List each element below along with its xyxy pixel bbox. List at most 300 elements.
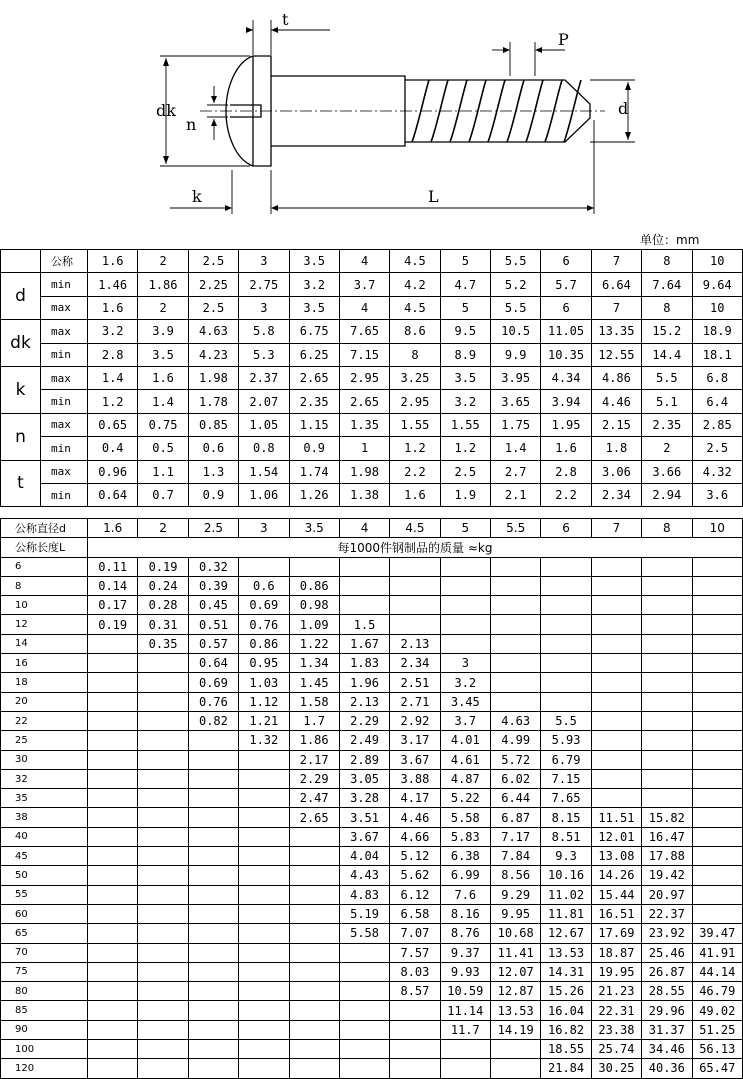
mass-value: [289, 1040, 339, 1059]
mass-value: [188, 1040, 238, 1059]
mass-value: 10.16: [541, 866, 591, 885]
mass-value: [289, 904, 339, 923]
dimension-value: 1.98: [188, 366, 238, 389]
mass-value: 11.81: [541, 904, 591, 923]
mass-value: [591, 673, 641, 692]
nominal-length: 75: [1, 962, 88, 981]
mass-value: 21.84: [541, 1059, 591, 1078]
mass-value: [591, 711, 641, 730]
mass-value: [692, 885, 743, 904]
mass-value: 3.28: [339, 789, 389, 808]
dimension-value: 1.9: [440, 483, 490, 506]
nominal-length: 55: [1, 885, 88, 904]
dimension-value: 2.5: [440, 460, 490, 483]
mass-value: [138, 731, 188, 750]
dimension-value: 3.6: [692, 483, 743, 506]
dimension-value: 5: [440, 296, 490, 319]
dimension-value: 1.4: [138, 390, 188, 413]
dimension-value: 1.05: [239, 413, 289, 436]
mass-value: 3.17: [390, 731, 440, 750]
dimension-value: 2.85: [692, 413, 743, 436]
nominal-size: 4.5: [390, 250, 440, 273]
parameter-symbol: t: [1, 460, 41, 507]
nominal-size: 7: [591, 250, 641, 273]
mass-value: [88, 769, 138, 788]
dimension-value: 3.66: [642, 460, 692, 483]
mass-value: 21.23: [591, 982, 641, 1001]
mass-value: 5.93: [541, 731, 591, 750]
dimension-value: 1.78: [188, 390, 238, 413]
mass-value: 2.92: [390, 711, 440, 730]
dimension-value: 2.8: [88, 343, 138, 366]
dimension-value: 1.1: [138, 460, 188, 483]
mass-value: 2.13: [390, 634, 440, 653]
nominal-length: 45: [1, 847, 88, 866]
dimension-value: 8.6: [390, 320, 440, 343]
mass-value: [692, 692, 743, 711]
mass-value: 0.45: [188, 596, 238, 615]
dimension-value: 10.35: [541, 343, 591, 366]
mass-value: 15.82: [642, 808, 692, 827]
mass-value: [541, 634, 591, 653]
mass-value: [390, 615, 440, 634]
mass-value: [591, 557, 641, 576]
limit-label: max: [41, 460, 88, 483]
dimension-value: 1.86: [138, 273, 188, 296]
dimension-value: 2.07: [239, 390, 289, 413]
nominal-length: 80: [1, 982, 88, 1001]
mass-value: 56.13: [692, 1040, 743, 1059]
nominal-diameter: 3: [239, 519, 289, 538]
mass-value: [541, 692, 591, 711]
mass-value: 25.74: [591, 1040, 641, 1059]
mass-value: 2.71: [390, 692, 440, 711]
nominal-length: 85: [1, 1001, 88, 1020]
nominal-length: 30: [1, 750, 88, 769]
mass-value: 0.98: [289, 596, 339, 615]
mass-value: 4.04: [339, 847, 389, 866]
mass-value: [188, 866, 238, 885]
mass-value: 14.31: [541, 962, 591, 981]
nominal-diameter: 4.5: [390, 519, 440, 538]
mass-value: [339, 596, 389, 615]
nominal-length: 12: [1, 615, 88, 634]
mass-value: [692, 789, 743, 808]
mass-value: 26.87: [642, 962, 692, 981]
dimension-value: 3: [239, 296, 289, 319]
dimension-value: 9.64: [692, 273, 743, 296]
dimension-value: 2: [138, 296, 188, 319]
nominal-size: 2.5: [188, 250, 238, 273]
mass-value: 1.7: [289, 711, 339, 730]
dimensions-header-row: [1, 250, 743, 273]
mass-value: 49.02: [692, 1001, 743, 1020]
table-row: [1, 1040, 743, 1059]
mass-value: 12.01: [591, 827, 641, 846]
mass-value: [239, 557, 289, 576]
dimension-value: 10: [692, 296, 743, 319]
mass-value: 28.55: [642, 982, 692, 1001]
mass-value: 1.58: [289, 692, 339, 711]
mass-value: 65.47: [692, 1059, 743, 1078]
mass-value: 12.87: [491, 982, 541, 1001]
mass-value: [642, 634, 692, 653]
table-row: [1, 413, 743, 436]
dimension-value: 15.2: [642, 320, 692, 343]
mass-value: 5.22: [440, 789, 490, 808]
parameter-symbol: k: [1, 366, 41, 413]
dimension-value: 1.2: [88, 390, 138, 413]
dimension-value: 3.5: [138, 343, 188, 366]
mass-value: [541, 654, 591, 673]
mass-value: 5.72: [491, 750, 541, 769]
mass-value: 4.01: [440, 731, 490, 750]
mass-value: 0.19: [138, 557, 188, 576]
mass-value: [390, 576, 440, 595]
mass-value: [692, 615, 743, 634]
mass-value: [339, 557, 389, 576]
mass-value: [138, 982, 188, 1001]
mass-value: 4.63: [491, 711, 541, 730]
mass-value: [239, 808, 289, 827]
mass-value: 3: [440, 654, 490, 673]
mass-value: [491, 692, 541, 711]
dimension-value: 1.6: [541, 437, 591, 460]
table-row: [1, 576, 743, 595]
mass-value: 7.84: [491, 847, 541, 866]
mass-value: 23.38: [591, 1020, 641, 1039]
mass-value: 5.58: [440, 808, 490, 827]
mass-value: [591, 789, 641, 808]
mass-value: 18.55: [541, 1040, 591, 1059]
mass-value: 6.02: [491, 769, 541, 788]
mass-value: 0.57: [188, 634, 238, 653]
mass-value: 14.26: [591, 866, 641, 885]
nominal-size: 3.5: [289, 250, 339, 273]
mass-value: [339, 1040, 389, 1059]
mass-value: [188, 962, 238, 981]
mass-value: [541, 615, 591, 634]
mass-value: [239, 904, 289, 923]
mass-value: 0.11: [88, 557, 138, 576]
table-row: [1, 615, 743, 634]
mass-value: 5.19: [339, 904, 389, 923]
mass-value: [138, 1059, 188, 1078]
mass-value: [339, 943, 389, 962]
limit-label: max: [41, 296, 88, 319]
table-row: [1, 1001, 743, 1020]
mass-value: 0.17: [88, 596, 138, 615]
mass-value: [692, 731, 743, 750]
nominal-length: 50: [1, 866, 88, 885]
mass-value: [138, 673, 188, 692]
mass-value: [188, 1059, 238, 1078]
label-dk: dk: [156, 101, 176, 120]
dimension-value: 2.65: [289, 366, 339, 389]
dimension-value: 1.06: [239, 483, 289, 506]
mass-value: [440, 1059, 490, 1078]
dimension-value: 2.37: [239, 366, 289, 389]
mass-value: 1.34: [289, 654, 339, 673]
mass-value: 7.6: [440, 885, 490, 904]
mass-value: [541, 596, 591, 615]
mass-value: [188, 847, 238, 866]
mass-value: [642, 615, 692, 634]
nominal-label: 公称: [41, 250, 88, 273]
mass-value: [88, 731, 138, 750]
dimension-value: 2.94: [642, 483, 692, 506]
mass-value: [239, 1040, 289, 1059]
mass-value: 16.04: [541, 1001, 591, 1020]
nominal-length: 14: [1, 634, 88, 653]
mass-value: 3.88: [390, 769, 440, 788]
dimension-value: 3.2: [440, 390, 490, 413]
dimension-value: 0.7: [138, 483, 188, 506]
nominal-length: 38: [1, 808, 88, 827]
mass-value: [289, 866, 339, 885]
mass-value: [138, 866, 188, 885]
mass-value: 9.37: [440, 943, 490, 962]
dimension-value: 1.6: [88, 296, 138, 319]
mass-value: [339, 982, 389, 1001]
mass-value: 11.7: [440, 1020, 490, 1039]
mass-value: 8.16: [440, 904, 490, 923]
mass-value: 0.31: [138, 615, 188, 634]
mass-value: 4.66: [390, 827, 440, 846]
mass-value: [339, 962, 389, 981]
mass-value: [692, 557, 743, 576]
mass-value: 8.56: [491, 866, 541, 885]
mass-value: [591, 654, 641, 673]
dimension-value: 4.34: [541, 366, 591, 389]
nominal-length: 18: [1, 673, 88, 692]
mass-value: 7.65: [541, 789, 591, 808]
mass-value: 12.67: [541, 924, 591, 943]
mass-value: 9.3: [541, 847, 591, 866]
mass-value: [491, 673, 541, 692]
dimension-value: 2.7: [491, 460, 541, 483]
mass-value: [88, 1040, 138, 1059]
dimension-value: 3.2: [289, 273, 339, 296]
mass-value: [591, 692, 641, 711]
mass-value: [591, 576, 641, 595]
mass-value: 1.96: [339, 673, 389, 692]
dimensions-table: [0, 249, 743, 507]
label-P: P: [558, 30, 569, 49]
mass-value: 0.95: [239, 654, 289, 673]
mass-value: 8.51: [541, 827, 591, 846]
mass-value: [390, 1040, 440, 1059]
unit-label: 单位：mm: [640, 233, 700, 247]
dimension-value: 2.15: [591, 413, 641, 436]
mass-value: [390, 1059, 440, 1078]
mass-value: 6.58: [390, 904, 440, 923]
dimension-value: 14.4: [642, 343, 692, 366]
dimension-value: 2: [642, 437, 692, 460]
dimension-value: 1.2: [390, 437, 440, 460]
dimension-value: 0.8: [239, 437, 289, 460]
table-row: [1, 943, 743, 962]
dimension-value: 1.55: [390, 413, 440, 436]
mass-value: 13.53: [541, 943, 591, 962]
nominal-diameter: 5: [440, 519, 490, 538]
nominal-length: 20: [1, 692, 88, 711]
limit-label: min: [41, 483, 88, 506]
mass-value: [88, 1001, 138, 1020]
mass-value: [188, 904, 238, 923]
mass-value: [289, 943, 339, 962]
mass-value: 10.68: [491, 924, 541, 943]
dimension-value: 0.9: [188, 483, 238, 506]
dimension-value: 2.65: [339, 390, 389, 413]
mass-value: 2.29: [339, 711, 389, 730]
dimension-value: 4.5: [390, 296, 440, 319]
dimension-value: 7.65: [339, 320, 389, 343]
table-row: [1, 904, 743, 923]
dimension-value: 1.4: [491, 437, 541, 460]
mass-value: 3.51: [339, 808, 389, 827]
mass-value: 23.92: [642, 924, 692, 943]
mass-value: [88, 1059, 138, 1078]
mass-value: 8.76: [440, 924, 490, 943]
dimension-value: 2.95: [390, 390, 440, 413]
mass-value: [188, 1020, 238, 1039]
dimension-value: 7.64: [642, 273, 692, 296]
dimension-value: 9.9: [491, 343, 541, 366]
dimension-value: 2.95: [339, 366, 389, 389]
mass-value: [138, 769, 188, 788]
mass-value: [188, 750, 238, 769]
dimension-value: 4.63: [188, 320, 238, 343]
mass-header-row: [1, 519, 743, 538]
mass-value: [138, 847, 188, 866]
mass-value: 0.32: [188, 557, 238, 576]
dimension-value: 1.46: [88, 273, 138, 296]
mass-value: 34.46: [642, 1040, 692, 1059]
mass-title-row: [1, 538, 743, 557]
mass-value: [88, 711, 138, 730]
mass-value: 12.07: [491, 962, 541, 981]
dimension-value: 6.4: [692, 390, 743, 413]
mass-value: 30.25: [591, 1059, 641, 1078]
mass-value: [491, 615, 541, 634]
dimension-value: 2.34: [591, 483, 641, 506]
mass-value: [88, 943, 138, 962]
mass-value: [88, 982, 138, 1001]
mass-value: 13.53: [491, 1001, 541, 1020]
dimension-value: 3.5: [440, 366, 490, 389]
table-row: [1, 296, 743, 319]
mass-value: [289, 1020, 339, 1039]
mass-value: [138, 962, 188, 981]
mass-value: 44.14: [692, 962, 743, 981]
mass-title: 每1000件钢制品的质量 ≈kg: [88, 538, 743, 557]
mass-value: [138, 654, 188, 673]
dimension-value: 3.5: [289, 296, 339, 319]
mass-value: 46.79: [692, 982, 743, 1001]
mass-value: 1.86: [289, 731, 339, 750]
dimension-value: 6.8: [692, 366, 743, 389]
dimension-value: 2.5: [692, 437, 743, 460]
mass-value: 17.88: [642, 847, 692, 866]
dimension-value: 5.1: [642, 390, 692, 413]
dimension-value: 0.9: [289, 437, 339, 460]
nominal-length: 40: [1, 827, 88, 846]
mass-value: 5.58: [339, 924, 389, 943]
nominal-diameter: 6: [541, 519, 591, 538]
mass-value: [289, 1059, 339, 1078]
nominal-length: 120: [1, 1059, 88, 1078]
mass-value: [642, 557, 692, 576]
dimension-value: 18.1: [692, 343, 743, 366]
dimension-value: 0.4: [88, 437, 138, 460]
limit-label: min: [41, 437, 88, 460]
table-row: [1, 808, 743, 827]
mass-value: [440, 615, 490, 634]
mass-value: [491, 1040, 541, 1059]
mass-value: 51.25: [692, 1020, 743, 1039]
dimension-value: 8: [642, 296, 692, 319]
nominal-size: 2: [138, 250, 188, 273]
mass-value: 9.29: [491, 885, 541, 904]
dimension-value: 7.15: [339, 343, 389, 366]
mass-value: [289, 557, 339, 576]
table-row: [1, 731, 743, 750]
table-row: [1, 557, 743, 576]
screw-technical-drawing: [0, 0, 743, 228]
dimension-value: 4: [339, 296, 389, 319]
mass-value: [440, 1040, 490, 1059]
dimension-value: 9.5: [440, 320, 490, 343]
mass-value: [289, 827, 339, 846]
mass-value: [289, 847, 339, 866]
mass-value: 39.47: [692, 924, 743, 943]
mass-value: [239, 924, 289, 943]
mass-value: [692, 576, 743, 595]
mass-value: 11.02: [541, 885, 591, 904]
mass-value: 11.51: [591, 808, 641, 827]
mass-value: [88, 654, 138, 673]
mass-value: 6.44: [491, 789, 541, 808]
nominal-size: 5.5: [491, 250, 541, 273]
table-row: [1, 390, 743, 413]
mass-value: [88, 673, 138, 692]
mass-value: 11.14: [440, 1001, 490, 1020]
empty-cell: [1, 250, 41, 273]
dimension-value: 1.38: [339, 483, 389, 506]
mass-value: 6.12: [390, 885, 440, 904]
mass-value: [239, 962, 289, 981]
mass-value: [642, 711, 692, 730]
mass-value: 3.7: [440, 711, 490, 730]
mass-value: 22.31: [591, 1001, 641, 1020]
parameter-symbol: n: [1, 413, 41, 460]
nominal-diameter-label: 公称直径d: [1, 519, 88, 538]
limit-label: min: [41, 390, 88, 413]
mass-value: [88, 904, 138, 923]
mass-value: [138, 808, 188, 827]
dimension-value: 8.9: [440, 343, 490, 366]
mass-value: [289, 885, 339, 904]
mass-value: 5.83: [440, 827, 490, 846]
nominal-size: 6: [541, 250, 591, 273]
dimension-value: 6: [541, 296, 591, 319]
dimension-value: 3.2: [88, 320, 138, 343]
dimension-value: 0.85: [188, 413, 238, 436]
mass-value: [88, 789, 138, 808]
table-row: [1, 366, 743, 389]
mass-value: [591, 750, 641, 769]
